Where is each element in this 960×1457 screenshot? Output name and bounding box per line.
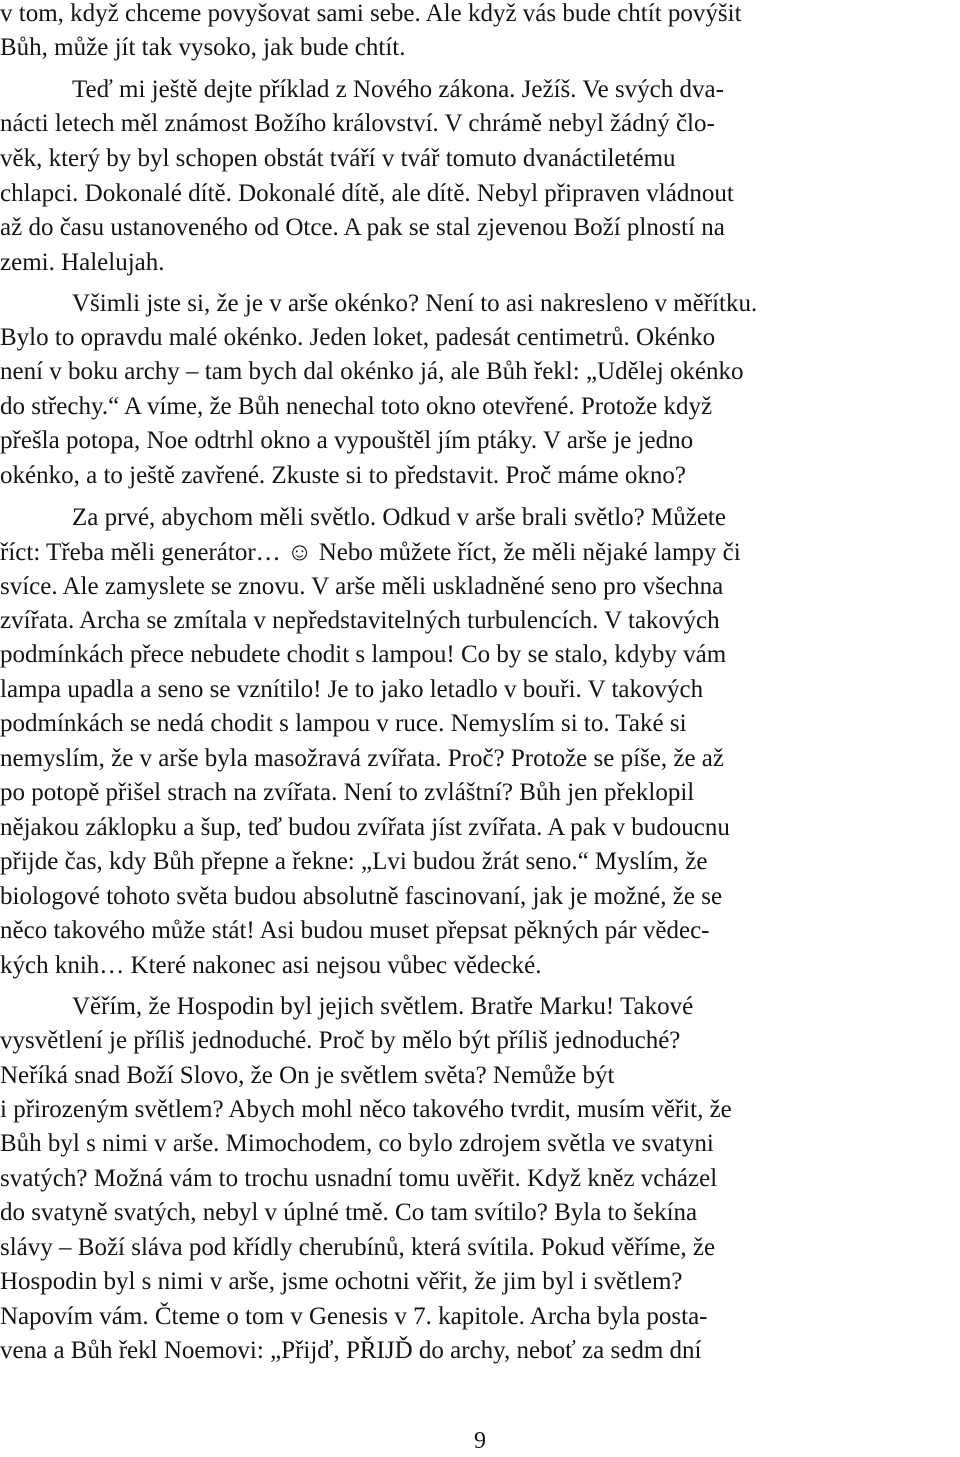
text-line: slávy – Boží sláva pod křídly cherubínů, která svítila. Pokud věříme, že [0, 1234, 716, 1261]
text-line: nemyslím, že v arše byla masožravá zvířata. Proč? Protože se píše, že až [0, 745, 724, 772]
text-line: přijde čas, kdy Bůh přepne a řekne: „Lvi budou žrát seno.“ Myslím, že [0, 848, 708, 875]
text-line: vysvětlení je příliš jednoduché. Proč by mělo být příliš jednoduché? [0, 1027, 681, 1054]
text-line: Bůh, může jít tak vysoko, jak bude chtít. [0, 34, 406, 61]
text-line: Všimli jste si, že je v arše okénko? Není to asi nakresleno v měřítku. [72, 290, 758, 317]
text-line: zvířata. Archa se zmítala v nepředstavitelných turbulencích. V takových [0, 607, 720, 634]
text-line: až do času ustanoveného od Otce. A pak se stal zjevenou Boží plností na [0, 214, 725, 241]
text-line: vena a Bůh řekl Noemovi: „Přijď, PŘIJĎ do archy, neboť za sedm dní [0, 1337, 702, 1364]
text-line: Za prvé, abychom měli světlo. Odkud v arše brali světlo? Můžete [72, 504, 726, 531]
text-line: v tom, když chceme povyšovat sami sebe. Ale když vás bude chtít povýšit [0, 0, 742, 27]
text-line: nácti letech měl známost Božího království. V chrámě nebyl žádný člo- [0, 110, 715, 137]
text-line: Bylo to opravdu malé okénko. Jeden loket, padesát centimetrů. Okénko [0, 324, 716, 351]
text-line: Věřím, že Hospodin byl jejich světlem. Bratře Marku! Takové [72, 993, 694, 1020]
text-line: říct: Třeba měli generátor… ☺ Nebo můžete říct, že měli nějaké lampy či [0, 539, 741, 566]
text-line: podmínkách se nedá chodit s lampou v ruce. Nemyslím si to. Také si [0, 710, 687, 737]
text-line: okénko, a to ještě zavřené. Zkuste si to představit. Proč máme okno? [0, 462, 686, 489]
text-line: po potopě přišel strach na zvířata. Není to zvláštní? Bůh jen překlopil [0, 779, 695, 806]
text-line: nějakou záklopku a šup, teď budou zvířata jíst zvířata. A pak v budoucnu [0, 814, 730, 841]
text-line: Neříká snad Boží Slovo, že On je světlem světa? Nemůže být [0, 1062, 615, 1089]
text-line: svíce. Ale zamyslete se znovu. V arše měli uskladněné seno pro všechna [0, 573, 724, 600]
text-line: chlapci. Dokonalé dítě. Dokonalé dítě, ale dítě. Nebyl připraven vládnout [0, 180, 734, 207]
text-line: do svatyně svatých, nebyl v úplné tmě. Co tam svítilo? Byla to šekína [0, 1199, 698, 1226]
text-line: Napovím vám. Čteme o tom v Genesis v 7. kapitole. Archa byla posta- [0, 1303, 708, 1330]
text-line: lampa upadla a seno se vznítilo! Je to jako letadlo v bouři. V takových [0, 676, 704, 703]
text-line: svatých? Možná vám to trochu usnadní tomu uvěřit. Když kněz vcházel [0, 1165, 718, 1192]
text-line: i přirozeným světlem? Abych mohl něco takového tvrdit, musím věřit, že [0, 1096, 732, 1123]
text-line: podmínkách přece nebudete chodit s lampou! Co by se stalo, kdyby vám [0, 641, 727, 668]
text-line: něco takového může stát! Asi budou muset přepsat pěkných pár vědec- [0, 917, 710, 944]
text-line: Bůh byl s nimi v arše. Mimochodem, co bylo zdrojem světla ve svatyni [0, 1130, 714, 1157]
text-line: zemi. Halelujah. [0, 249, 165, 276]
page-number: 9 [474, 1428, 486, 1454]
text-line: není v boku archy – tam bych dal okénko já, ale Bůh řekl: „Udělej okénko [0, 358, 744, 385]
text-line: věk, který by byl schopen obstát tváří v tvář tomuto dvanáctiletému [0, 145, 676, 172]
text-line: Teď mi ještě dejte příklad z Nového zákona. Ježíš. Ve svých dva- [72, 76, 724, 103]
text-line: kých knih… Které nakonec asi nejsou vůbec vědecké. [0, 952, 542, 979]
text-line: biologové tohoto světa budou absolutně fascinovaní, jak je možné, že se [0, 883, 723, 910]
text-line: přešla potopa, Noe odtrhl okno a vypouštěl jím ptáky. V arše je jedno [0, 427, 694, 454]
text-line: do střechy.“ A víme, že Bůh nenechal toto okno otevřené. Protože když [0, 393, 713, 420]
text-line: Hospodin byl s nimi v arše, jsme ochotni věřit, že jim byl i světlem? [0, 1268, 683, 1295]
